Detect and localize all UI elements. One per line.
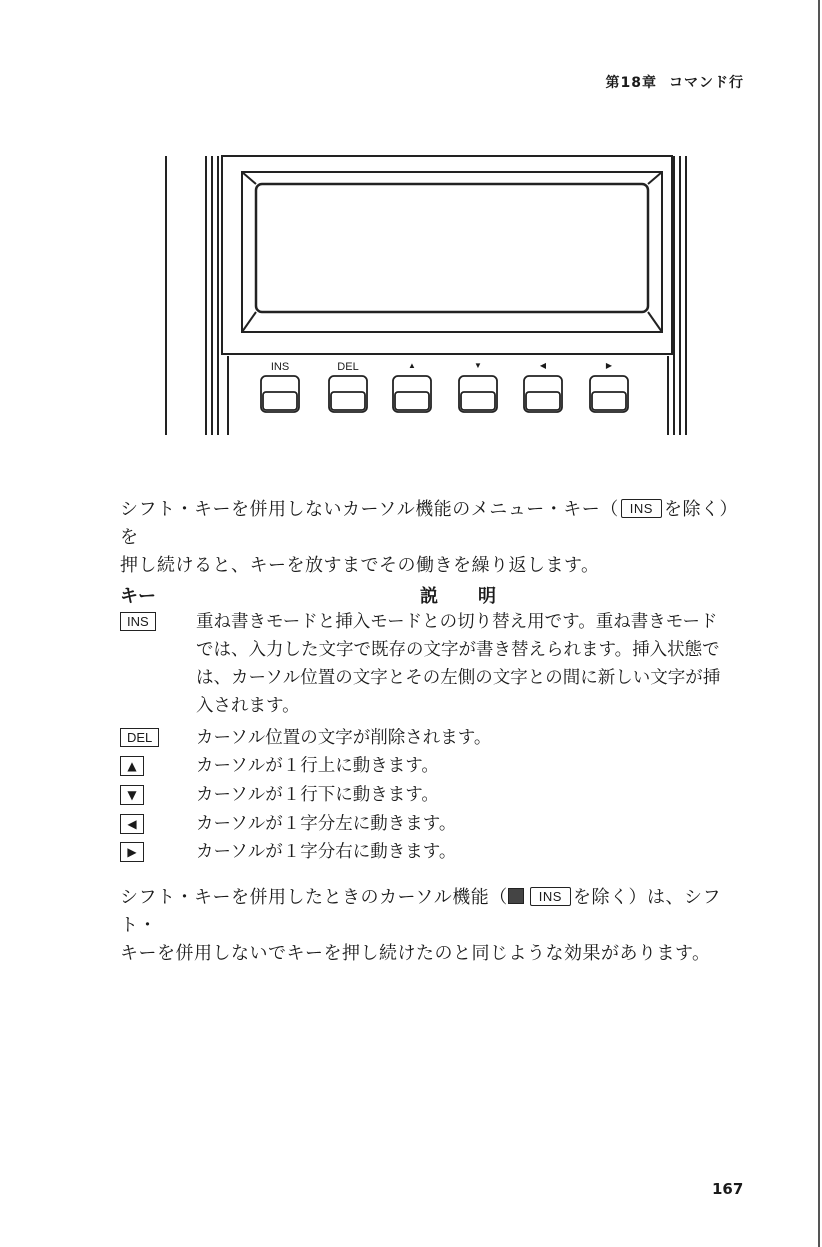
shift-text-2: を除く）は、シフト・ [120,887,721,936]
key-del-label: DEL [337,361,359,373]
ins-key-badge: INS [120,612,156,631]
down-description: カーソルが１行下に動きます。 [196,785,439,805]
key-body-4 [524,376,562,412]
right-description: カーソルが１字分右に動きます。 [196,842,457,862]
left-arrow-icon: ◀ [539,361,547,370]
ins-key-badge: INS [621,499,662,518]
left-description: カーソルが１字分左に動きます。 [196,814,457,834]
up-arrow-icon: ▲ [408,361,416,370]
up-description: カーソルが１行上に動きます。 [196,756,439,776]
up-arrow-icon: ▲ [120,756,144,776]
key-body-2 [393,376,431,412]
page-number: 167 [712,1180,744,1198]
del-description: カーソル位置の文字が削除されます。 [196,728,492,748]
intro-text-2: を除く）を [120,499,738,548]
intro-text-3: 押し続けると、キーを放すまでその働きを繰り返します。 [120,555,600,576]
left-arrow-icon: ◀ [120,814,144,834]
del-key-badge: DEL [120,728,159,747]
right-arrow-icon: ▶ [605,361,613,370]
key-body-3 [459,376,497,412]
chapter-label: 第18章 [605,75,657,91]
calculator-drawing [160,150,700,440]
table-header-key: キー [120,586,156,607]
shift-key-icon [508,888,524,904]
ins-description: 重ね書きモードと挿入モードとの切り替え用です。重ね書きモード では、入力した文字で既存の文字が書き替えられます。挿入状態で は、カーソル位置の文字とその左側の文字との間に新しい文字が挿 入されます。 [196,612,721,716]
shift-paragraph [120,884,750,968]
table-header-description: 説明 [420,586,536,607]
ins-key-badge: INS [530,887,571,906]
calculator-illustration [160,150,700,440]
intro-text-1: シフト・キーを併用しないカーソル機能のメニュー・キー（ [120,499,619,520]
key-ins-label: INS [270,361,290,373]
shift-text-1: シフト・キーを併用したときのカーソル機能（ [120,887,508,908]
key-body-1 [329,376,367,412]
shift-text-3: キーを併用しないでキーを押し続けたのと同じような効果があります。 [120,943,711,964]
chapter-title: コマンド行 [669,75,744,91]
key-body-0 [261,376,299,412]
right-arrow-icon: ▶ [120,842,144,862]
down-arrow-icon: ▼ [474,361,482,370]
intro-paragraph [120,496,750,580]
page-edge [818,0,820,1247]
down-arrow-icon: ▼ [120,785,144,805]
running-header [606,72,744,92]
key-body-5 [590,376,628,412]
